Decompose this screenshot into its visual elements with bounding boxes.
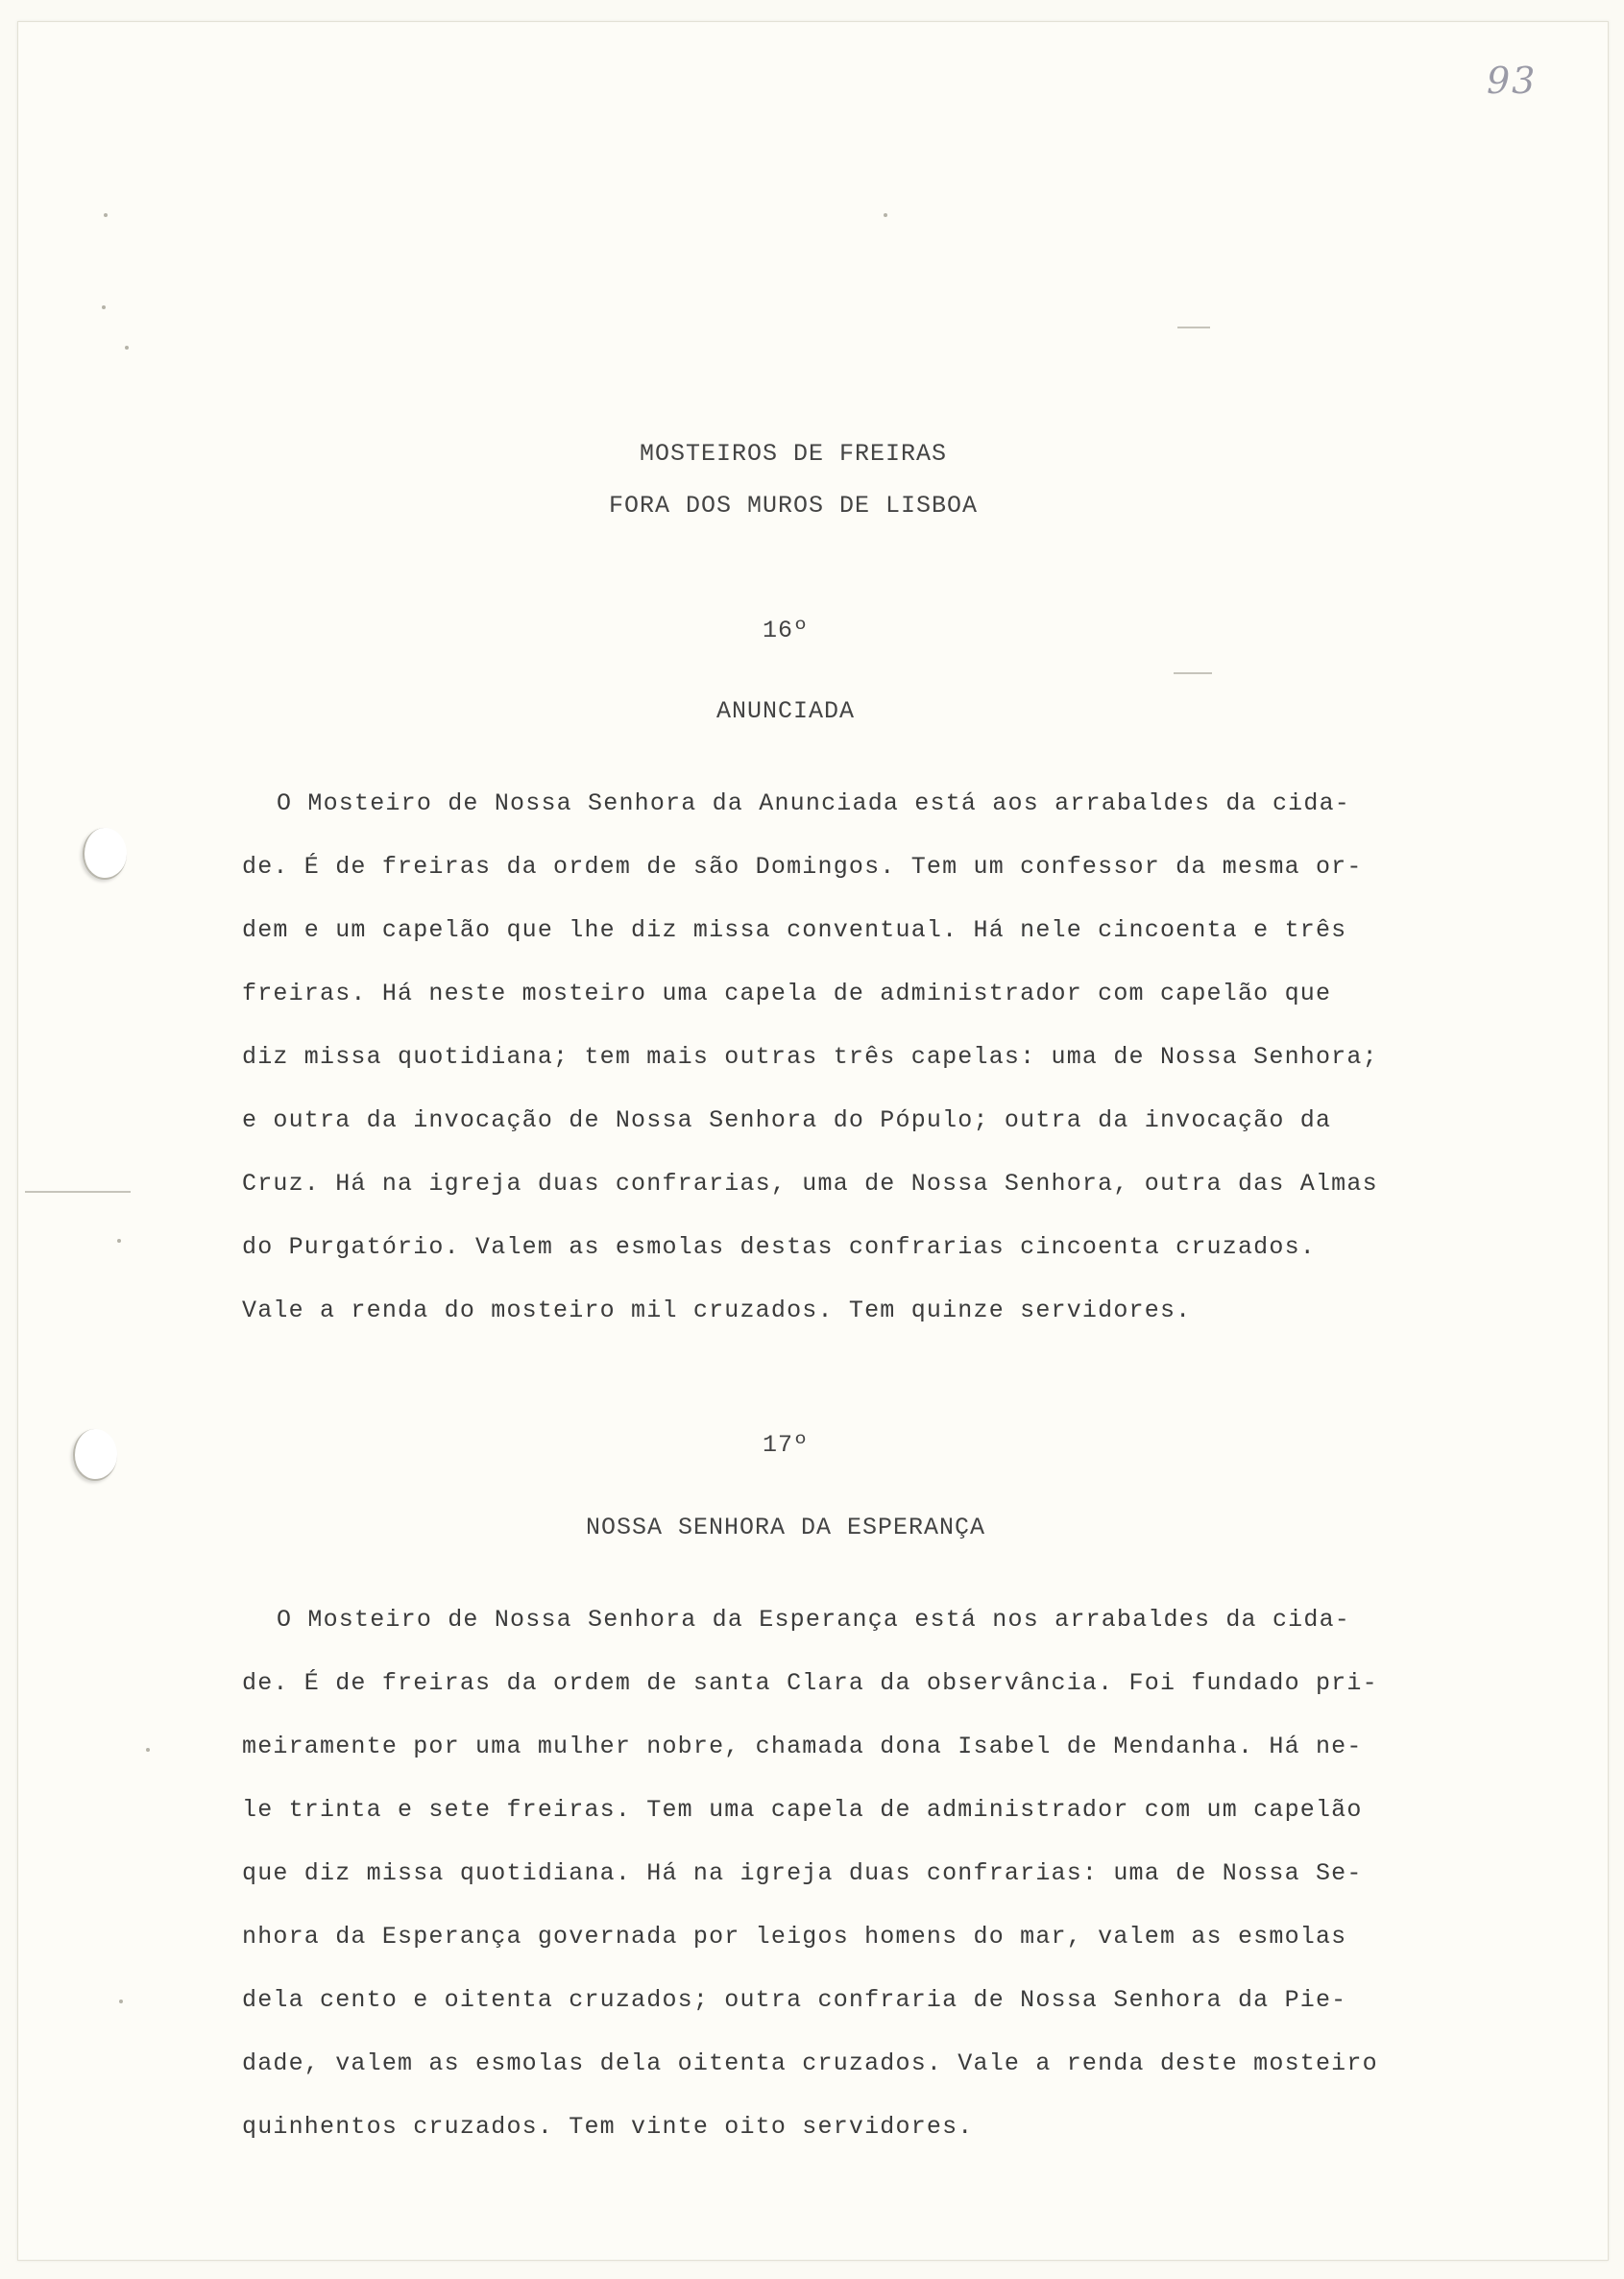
paragraph-line: Cruz. Há na igreja duas confrarias, uma de Nossa Senhora, outra das Almas	[242, 1170, 1378, 1198]
paragraph-line: freiras. Há neste mosteiro uma capela de administrador com capelão que	[242, 980, 1332, 1007]
margin-speck	[146, 1748, 150, 1752]
margin-speck	[884, 213, 887, 217]
paragraph-line: meiramente por uma mulher nobre, chamada dona Isabel de Mendanha. Há ne-	[242, 1733, 1363, 1760]
margin-fold-mark	[1177, 327, 1210, 328]
paragraph-line: nhora da Esperança governada por leigos homens do mar, valem as esmolas	[242, 1923, 1347, 1951]
heading-line-1: MOSTEIROS DE FREIRAS	[639, 440, 948, 468]
paragraph-line: de. É de freiras da ordem de santa Clara da observância. Foi fundado pri-	[242, 1669, 1378, 1697]
margin-speck	[104, 213, 108, 217]
section-title: NOSSA SENHORA DA ESPERANÇA	[585, 1514, 986, 1541]
section-title: ANUNCIADA	[715, 697, 856, 725]
paragraph-line: de. É de freiras da ordem de são Domingos. Tem um confessor da mesma or-	[242, 853, 1363, 881]
page-number: 93	[1487, 60, 1538, 102]
paragraph-line: dem e um capelão que lhe diz missa conventual. Há nele cincoenta e três	[242, 916, 1347, 944]
paragraph-line: O Mosteiro de Nossa Senhora da Anunciada está aos arrabaldes da cida-	[277, 789, 1350, 817]
paragraph-line: le trinta e sete freiras. Tem uma capela de administrador com um capelão	[242, 1796, 1363, 1824]
paragraph-line: que diz missa quotidiana. Há na igreja duas confrarias: uma de Nossa Se-	[242, 1859, 1363, 1887]
section-number: 16º	[762, 617, 809, 644]
paragraph-line: diz missa quotidiana; tem mais outras três capelas: uma de Nossa Senhora;	[242, 1043, 1378, 1071]
paragraph-line: e outra da invocação de Nossa Senhora do Pópulo; outra da invocação da	[242, 1106, 1332, 1134]
paragraph-line: quinhentos cruzados. Tem vinte oito servidores.	[242, 2113, 974, 2141]
margin-speck	[102, 305, 106, 309]
paragraph-line: O Mosteiro de Nossa Senhora da Esperança está nos arrabaldes da cida-	[277, 1606, 1350, 1634]
margin-speck	[117, 1239, 121, 1243]
margin-fold-mark	[1174, 672, 1212, 674]
punch-hole-top	[83, 828, 127, 880]
paragraph-line: dela cento e oitenta cruzados; outra confraria de Nossa Senhora da Pie-	[242, 1986, 1347, 2014]
margin-speck	[119, 2000, 123, 2003]
margin-fold-mark	[25, 1191, 131, 1193]
paragraph-line: dade, valem as esmolas dela oitenta cruzados. Vale a renda deste mosteiro	[242, 2049, 1378, 2077]
paragraph-line: Vale a renda do mosteiro mil cruzados. Tem quinze servidores.	[242, 1297, 1192, 1324]
paragraph-line: do Purgatório. Valem as esmolas destas confrarias cincoenta cruzados.	[242, 1233, 1316, 1261]
heading-line-2: FORA DOS MUROS DE LISBOA	[608, 492, 979, 520]
section-number: 17º	[762, 1431, 809, 1459]
margin-speck	[125, 346, 129, 350]
